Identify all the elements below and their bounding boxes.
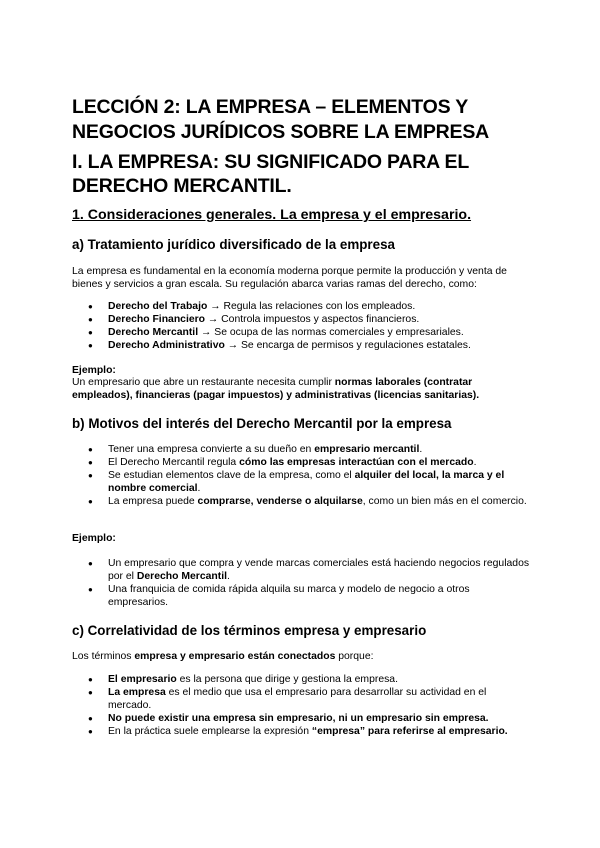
- subsection-c-list: [72, 673, 532, 738]
- list-item: [72, 557, 532, 583]
- example-b-label: [72, 532, 532, 545]
- intro-text: porque:: [335, 651, 374, 662]
- part-title-line-1: I. LA EMPRESA: SU SIGNIFICADO PARA EL: [72, 151, 470, 173]
- item-bold-text: Derecho Administrativo: [108, 340, 225, 351]
- list-item: [72, 725, 532, 738]
- item-text: → Se ocupa de las normas comerciales y empresariales.: [198, 327, 464, 338]
- item-text: En la práctica suele emplearse la expresión: [108, 726, 312, 737]
- example-text: Un empresario que abre un restaurante necesita cumplir: [72, 377, 335, 388]
- lesson-title-line-2: NEGOCIOS JURÍDICOS SOBRE LA EMPRESA: [72, 121, 490, 143]
- subsection-a-list: [72, 300, 532, 352]
- subsection-b-list: [72, 443, 532, 508]
- list-item: [72, 495, 532, 508]
- list-item: [72, 712, 532, 725]
- example-label: Ejemplo:: [72, 533, 116, 544]
- item-text: es el medio que usa el empresario para desarrollar su actividad en el mercado.: [108, 687, 487, 711]
- list-item: [72, 583, 532, 609]
- subsection-a-intro: La empresa es fundamental en la economía moderna porque permite la producción y venta de bienes y servicios a gran escala. Su regulación abarca varias ramas del derecho, como:: [72, 266, 507, 290]
- item-text: .: [226, 571, 230, 582]
- list-item: [72, 456, 532, 469]
- item-text: Un empresario que compra y vende marcas comerciales está haciendo negocios regulados por el: [108, 558, 530, 582]
- lesson-title-line-1: LECCIÓN 2: LA EMPRESA – ELEMENTOS Y: [72, 96, 469, 118]
- item-text: es la persona que dirige y gestiona la empresa.: [176, 674, 398, 685]
- example-bold-text: normas laborales (contratar empleados), financieras (pagar impuestos) y administrativas (licencias sanitarias).: [72, 377, 480, 401]
- item-bold-text: Derecho Mercantil: [136, 571, 227, 582]
- example-b-list: [72, 557, 532, 609]
- item-text: .: [473, 457, 477, 468]
- item-bold-text: empresario mercantil: [314, 444, 420, 455]
- item-text: → Regula las relaciones con los empleados.: [207, 301, 416, 312]
- list-item: [72, 339, 532, 352]
- item-bold-text: “empresa” para referirse al empresario.: [311, 726, 508, 737]
- item-bold-text: El empresario: [108, 674, 177, 685]
- item-bold-text: Derecho del Trabajo: [108, 301, 208, 312]
- item-text: → Se encarga de permisos y regulaciones estatales.: [224, 340, 471, 351]
- list-item: [72, 300, 532, 313]
- section-1-title: 1. Consideraciones generales. La empresa y el empresario.: [72, 207, 472, 223]
- intro-bold-text: empresa y empresario están conectados: [134, 651, 336, 662]
- list-item: [72, 469, 532, 495]
- item-text: Una franquicia de comida rápida alquila su marca y modelo de negocio a otros empresarios.: [108, 584, 470, 608]
- subsection-b-title: b) Motivos del interés del Derecho Mercantil por la empresa: [72, 416, 452, 431]
- item-bold-text: No puede existir una empresa sin empresario, ni un empresario sin empresa.: [108, 713, 489, 724]
- item-bold-text: cómo las empresas interactúan con el mercado: [239, 457, 474, 468]
- item-text: , como un bien más en el comercio.: [362, 496, 527, 507]
- example-a-text: [72, 376, 532, 402]
- list-item: [72, 443, 532, 456]
- list-item: [72, 313, 532, 326]
- item-text: → Controla impuestos y aspectos financieros.: [205, 314, 420, 325]
- subsection-c-intro: [72, 650, 532, 663]
- item-text: Tener una empresa convierte a su dueño en: [108, 444, 315, 455]
- intro-text: Los términos: [72, 651, 135, 662]
- item-bold-text: Derecho Mercantil: [108, 327, 199, 338]
- item-bold-text: Derecho Financiero: [108, 314, 206, 325]
- item-text: La empresa puede: [108, 496, 198, 507]
- item-text: .: [197, 483, 201, 494]
- item-bold-text: comprarse, venderse o alquilarse: [197, 496, 363, 507]
- item-bold-text: La empresa: [108, 687, 166, 698]
- part-title-line-2: DERECHO MERCANTIL.: [72, 175, 292, 197]
- list-item: [72, 686, 532, 712]
- example-label: Ejemplo:: [72, 365, 116, 376]
- item-text: Se estudian elementos clave de la empresa, como el: [108, 470, 355, 481]
- item-text: .: [419, 444, 423, 455]
- subsection-a-title: a) Tratamiento jurídico diversificado de la empresa: [72, 237, 395, 252]
- list-item: [72, 673, 532, 686]
- item-text: El Derecho Mercantil regula: [108, 457, 240, 468]
- subsection-c-title: c) Correlatividad de los términos empresa y empresario: [72, 623, 427, 638]
- list-item: [72, 326, 532, 339]
- item-bold-text: alquiler del local, la marca y el nombre comercial: [108, 470, 505, 494]
